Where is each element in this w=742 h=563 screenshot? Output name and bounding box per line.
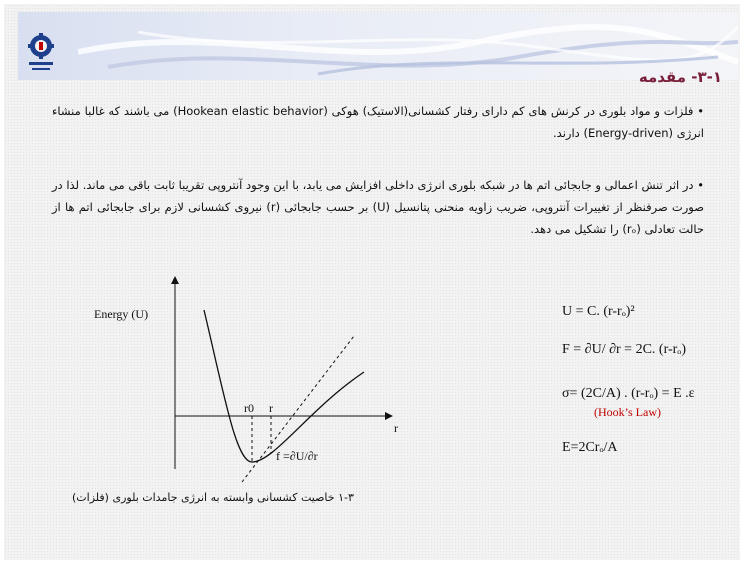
x-axis-label: r (394, 421, 398, 435)
section-heading: ۳-۱- مقدمه (638, 68, 722, 86)
y-axis-label: Energy (U) (94, 307, 149, 321)
paragraph-hookean: • فلزات و مواد بلوری در کرنش های کم دارای رفتار کشسانی(الاستیک) هوکی (Hookean elastic behavior) می باشند که غالبا منشاء انرژی (Energy-driven) دارند. (52, 104, 704, 140)
potential-energy-graph (64, 274, 404, 484)
hooke-law-label: (Hook’s Law) (594, 405, 661, 419)
figure-caption: ۱-۳ خاصیت کشسانی وابسته به انرژی جامدات بلوری (فلزات) (72, 491, 354, 504)
equation-modulus: E=2Crₒ/A (562, 440, 618, 455)
slide (4, 4, 740, 560)
equation-energy: U = C. (r-rₒ)² (562, 304, 635, 319)
r0-label: r0 (244, 401, 254, 415)
university-logo (26, 32, 56, 76)
header-banner (18, 12, 738, 80)
equation-stress: σ= (2C/A) . (r-rₒ) = E .ε (562, 386, 695, 401)
equation-force: F = ∂U/ ∂r = 2C. (r-rₒ) (562, 342, 686, 357)
force-label: f =∂U/∂r (276, 449, 318, 463)
r-label: r (269, 401, 273, 415)
paragraph-energy: • در اثر تنش اعمالی و جابجائی اتم ها در شبکه بلوری انرژی داخلی افزایش می یابد، با این وجود آنتروپی تقریبا ثابت باقی می ماند. لذا در صورت صرفنظر از تغییرات آنتروپی، ضریب زاویه منحنی پتانسیل (U) بر حسب جابجائی (r) نیروی کشسانی لازم برای جابجائی اتم ها از حالت تعادلی (rₒ) را تشکیل می دهد. (52, 178, 705, 236)
gear-emblem-icon (26, 32, 56, 76)
energy-curve (204, 310, 364, 462)
banner-swoosh-icon (18, 12, 738, 80)
